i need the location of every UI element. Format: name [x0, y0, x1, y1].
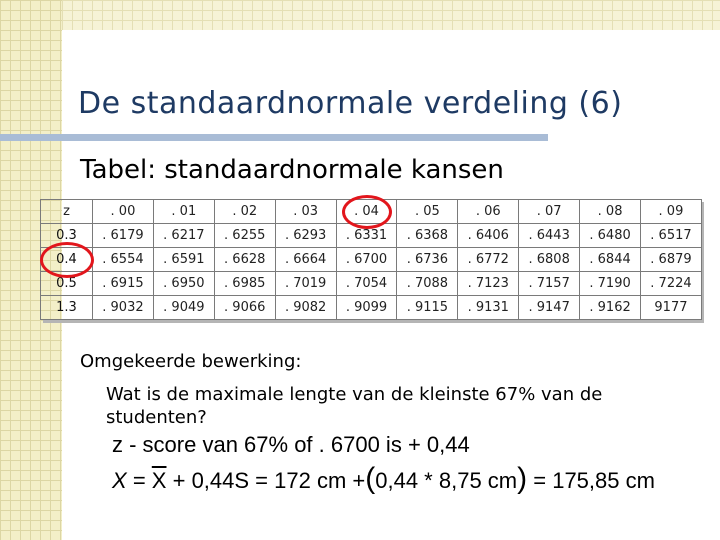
header-cell: . 00	[93, 200, 154, 224]
z-table	[40, 199, 701, 320]
table-cell: . 6517	[641, 224, 702, 248]
table-cell: . 7054	[336, 272, 397, 296]
row-header-cell: 0.5	[41, 272, 93, 296]
header-cell: . 05	[397, 200, 458, 224]
table-row	[41, 248, 702, 272]
formula-2-result: = 175,85 cm	[533, 468, 655, 493]
formula-2-inner: 0,44 * 8,75 cm	[375, 468, 518, 493]
header-cell-label: . 04	[354, 204, 379, 219]
table-cell: . 9066	[214, 296, 275, 320]
formula-1-rhs: + 0,44	[407, 432, 470, 457]
question-text: Wat is de maximale lengte van de kleinste 67% van de studenten?	[106, 384, 603, 428]
table-cell: . 6293	[275, 224, 336, 248]
table-cell: . 6443	[519, 224, 580, 248]
table-header-row	[41, 200, 702, 224]
title-underline	[0, 134, 548, 141]
header-cell: . 08	[580, 200, 641, 224]
table-cell: . 7088	[397, 272, 458, 296]
table-cell: . 6217	[153, 224, 214, 248]
formula-2-x: X	[112, 468, 127, 493]
slide-title: De standaardnormale verdeling (6)	[78, 86, 623, 121]
header-cell: . 01	[153, 200, 214, 224]
table-cell: . 6808	[519, 248, 580, 272]
table-cell: . 7123	[458, 272, 519, 296]
table-cell: . 7157	[519, 272, 580, 296]
table-cell: 9177	[641, 296, 702, 320]
table-cell: . 9049	[153, 296, 214, 320]
header-cell: . 02	[214, 200, 275, 224]
header-cell: . 07	[519, 200, 580, 224]
row-header-cell: 0.3	[41, 224, 93, 248]
header-cell: . 06	[458, 200, 519, 224]
table-cell: . 6879	[641, 248, 702, 272]
table-row	[41, 296, 702, 320]
formula-2-paren-close: )	[517, 462, 528, 495]
formula-line-2	[112, 462, 655, 495]
intro-text: Omgekeerde bewerking:	[80, 351, 302, 372]
table-cell: . 9082	[275, 296, 336, 320]
table-cell: . 6664	[275, 248, 336, 272]
background-grid-top	[62, 0, 720, 30]
table-row	[41, 224, 702, 248]
table-cell: . 6554	[93, 248, 154, 272]
formula-2-xbar: X	[151, 468, 167, 493]
formula-1-lhs: z - score van 67% of . 6700 is	[112, 432, 402, 457]
table-cell: . 9099	[336, 296, 397, 320]
table-cell: . 6179	[93, 224, 154, 248]
table-cell: . 9147	[519, 296, 580, 320]
formula-2-eq: =	[132, 468, 146, 493]
table-cell: . 6628	[214, 248, 275, 272]
table-cell: . 6844	[580, 248, 641, 272]
table-cell: . 6406	[458, 224, 519, 248]
table-cell: . 6480	[580, 224, 641, 248]
formula-2-mid: + 0,44S = 172 cm +	[172, 468, 366, 493]
table-cell: . 7190	[580, 272, 641, 296]
table-cell: . 6950	[153, 272, 214, 296]
table-cell: . 9162	[580, 296, 641, 320]
table-cell: . 9131	[458, 296, 519, 320]
table-cell: . 7224	[641, 272, 702, 296]
table-cell: . 6591	[153, 248, 214, 272]
slide-subtitle: Tabel: standaardnormale kansen	[80, 155, 504, 185]
header-cell: . 03	[275, 200, 336, 224]
table-cell: . 6772	[458, 248, 519, 272]
table-cell: . 6255	[214, 224, 275, 248]
header-cell: . 09	[641, 200, 702, 224]
header-cell-highlighted	[336, 200, 397, 224]
formula-2-paren-open: (	[365, 462, 376, 495]
row-header-cell-highlighted	[41, 248, 93, 272]
table-cell-target: . 6700	[336, 248, 397, 272]
table-cell: . 9115	[397, 296, 458, 320]
table-cell: . 6985	[214, 272, 275, 296]
formula-line-1	[112, 432, 470, 458]
table-cell: . 6915	[93, 272, 154, 296]
row-header-cell: 1.3	[41, 296, 93, 320]
table-cell: . 6736	[397, 248, 458, 272]
header-cell: z	[41, 200, 93, 224]
table-cell: . 6331	[336, 224, 397, 248]
row-header-label: 0.4	[56, 252, 77, 267]
table-cell: . 9032	[93, 296, 154, 320]
table-cell: . 6368	[397, 224, 458, 248]
table-cell: . 7019	[275, 272, 336, 296]
table-row	[41, 272, 702, 296]
